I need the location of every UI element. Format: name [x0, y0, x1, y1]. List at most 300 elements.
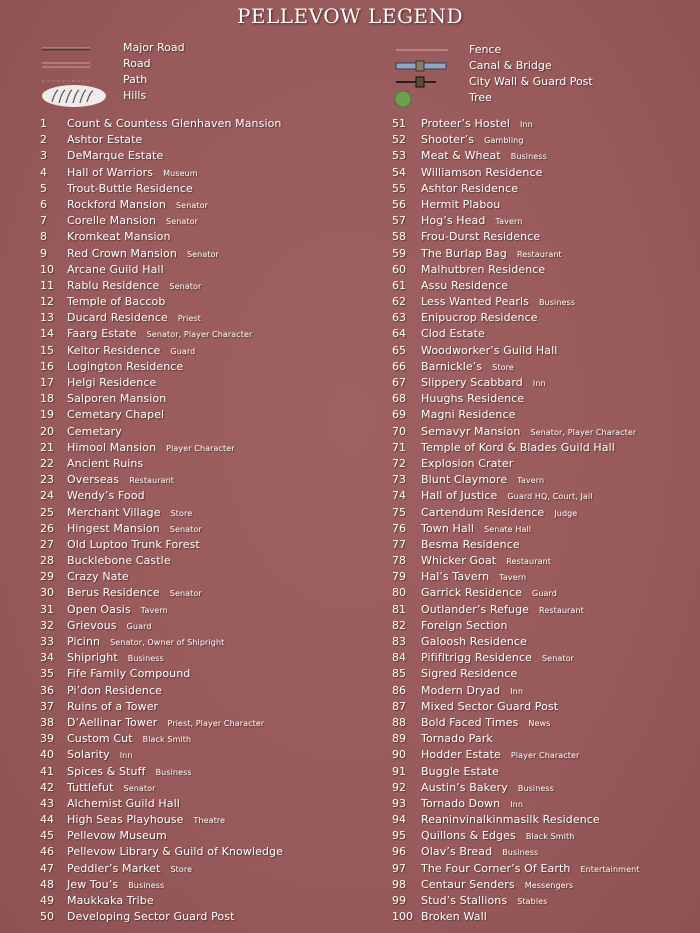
entry-name: Frou-Durst Residence: [421, 230, 541, 244]
entry-number: 6: [40, 197, 47, 211]
entry-name: Modern Dryad: [421, 683, 501, 697]
entry-name: Temple of Baccob: [67, 295, 166, 309]
legend-entry: [392, 165, 692, 181]
legend-entry: [40, 197, 370, 213]
entry-number: 45: [40, 829, 54, 843]
entry-note: Tavern: [495, 217, 523, 227]
entry-number: 75: [392, 505, 406, 519]
entry-number: 72: [392, 456, 406, 470]
entry-text: [67, 537, 200, 553]
entry-name: Hog’s Head: [421, 214, 486, 228]
entry-number: 11: [40, 278, 54, 292]
entry-name: Ducard Residence: [67, 311, 168, 325]
entry-text: [67, 521, 202, 538]
legend-entry: [40, 456, 370, 472]
legend-entry: [40, 731, 370, 747]
legend-entry: [40, 310, 370, 326]
legend-entry: [392, 375, 692, 391]
legend-entry: [392, 861, 692, 877]
entry-name: Hall of Warriors: [67, 165, 154, 179]
legend-entry: [40, 472, 370, 488]
entry-number: 68: [392, 392, 406, 406]
entry-name: Cemetary: [67, 424, 122, 438]
entry-text: [421, 440, 615, 456]
entry-number: 74: [392, 489, 406, 503]
legend-entry: [40, 585, 370, 601]
legend-entry: [40, 278, 370, 294]
entry-name: Stud’s Stallions: [421, 894, 508, 907]
entry-number: 7: [40, 214, 47, 228]
entry-text: [421, 246, 562, 263]
legend-entry: [392, 488, 692, 504]
entry-number: 1: [40, 117, 47, 130]
entry-text: [67, 310, 201, 327]
entry-text: [67, 472, 174, 489]
entry-number: 56: [392, 197, 406, 211]
entry-note: Priest, Player Character: [167, 718, 265, 728]
entries-right-column: [392, 116, 692, 925]
legend-entry: [392, 780, 692, 796]
entry-text: [421, 472, 544, 489]
entry-text: [421, 424, 636, 441]
entry-number: 100: [392, 910, 413, 924]
entry-number: 4: [40, 165, 47, 179]
entry-number: 82: [392, 618, 406, 632]
entry-name: Ancient Ruins: [67, 456, 144, 470]
legend-entry: [40, 488, 370, 504]
entry-note: Inn: [520, 120, 533, 129]
entry-number: 25: [40, 505, 54, 519]
entry-number: 8: [40, 230, 47, 244]
entry-name: Solarity: [67, 748, 110, 762]
legend-entry: [392, 116, 692, 132]
entry-name: Wendy’s Food: [67, 489, 145, 503]
entry-name: Spices & Stuff: [67, 764, 146, 778]
entry-text: [421, 456, 513, 472]
entry-text: [421, 505, 577, 522]
legend-entry: [392, 569, 692, 585]
entry-note: Restaurant: [506, 557, 552, 567]
entry-name: Garrick Residence: [421, 586, 523, 600]
legend-label: Tree: [469, 91, 492, 104]
legend-entry: [40, 764, 370, 780]
legend-label: Major Road: [123, 41, 185, 54]
entry-text: [421, 893, 547, 910]
legend-entry: [392, 893, 692, 909]
entry-text: [67, 844, 283, 860]
legend-entry: [392, 246, 692, 262]
entry-text: [67, 132, 142, 148]
entry-note: Black Smith: [525, 832, 575, 842]
entry-note: Senator: [169, 281, 202, 291]
entry-name: Williamson Residence: [421, 165, 543, 179]
entry-name: Broken Wall: [421, 910, 487, 924]
entry-number: 44: [40, 813, 54, 827]
entry-name: Rablu Residence: [67, 278, 160, 292]
entry-text: [67, 828, 167, 844]
legend-entry: [40, 440, 370, 456]
legend-entry: [40, 715, 370, 731]
legend-entry: [392, 229, 692, 245]
entry-name: Town Hall: [421, 521, 475, 535]
legend-entry: [40, 537, 370, 553]
entry-note: Restaurant: [539, 605, 584, 615]
entry-number: 88: [392, 715, 406, 729]
entry-number: 59: [392, 246, 406, 260]
legend-entry: [392, 213, 692, 229]
entry-name: Shipright: [67, 651, 118, 665]
entry-name: Pellevow Museum: [67, 829, 167, 843]
entry-note: Senator: [176, 200, 208, 210]
entry-note: Guard: [170, 346, 196, 356]
entry-number: 9: [40, 246, 47, 260]
legend-entry: [392, 456, 692, 472]
entry-text: [67, 197, 208, 214]
entry-name: Keltor Residence: [67, 343, 161, 357]
entry-text: [421, 197, 500, 213]
entry-name: Fife Family Compound: [67, 667, 191, 681]
entry-number: 5: [40, 181, 47, 195]
entry-note: Business: [517, 783, 554, 793]
entry-text: [67, 246, 219, 263]
entry-name: Temple of Kord & Blades Guild Hall: [421, 440, 615, 454]
entry-number: 38: [40, 715, 54, 729]
entry-note: Theatre: [193, 816, 226, 826]
entry-number: 19: [40, 408, 54, 422]
entry-number: 20: [40, 424, 54, 438]
entry-note: Guard: [126, 621, 152, 631]
entry-name: Mixed Sector Guard Post: [421, 699, 559, 713]
entry-number: 14: [40, 327, 54, 341]
legend-entry: [40, 650, 370, 666]
entry-number: 94: [392, 813, 406, 827]
entry-text: [67, 116, 282, 132]
legend-entry: [392, 537, 692, 553]
entry-name: Reaninvinalkinmasilk Residence: [421, 813, 600, 827]
entry-text: [421, 715, 550, 732]
entry-name: Red Crown Mansion: [67, 246, 177, 260]
entry-name: Maukkaka Tribe: [67, 894, 154, 907]
legend-entry: [40, 634, 370, 650]
city-wall-guard-post-icon: [392, 74, 452, 90]
entry-name: Magni Residence: [421, 408, 516, 422]
entry-name: Crazy Nate: [67, 570, 129, 584]
entry-text: [421, 375, 546, 392]
entry-number: 53: [392, 149, 406, 163]
entry-number: 33: [40, 635, 54, 648]
legend-entry: [40, 407, 370, 423]
entry-note: Black Smith: [142, 735, 192, 745]
entry-text: [421, 764, 499, 780]
legend-entry: [392, 505, 692, 521]
entry-text: [421, 181, 518, 197]
entry-number: 96: [392, 845, 406, 859]
entry-note: Player Character: [166, 443, 235, 453]
legend-entry: [40, 521, 370, 537]
legend-entry: [392, 521, 692, 537]
legend-entry: [40, 375, 370, 391]
entry-number: 66: [392, 359, 406, 373]
entry-name: Woodworker’s Guild Hall: [421, 343, 558, 357]
entry-note: Senator, Player Character: [530, 427, 637, 437]
legend-entry: [40, 343, 370, 359]
entry-text: [421, 488, 593, 505]
entry-number: 73: [392, 473, 406, 487]
entry-text: [67, 650, 164, 667]
entry-name: Helgi Residence: [67, 376, 157, 389]
entry-text: [67, 213, 198, 230]
page-title: PELLEVOW LEGEND: [236, 4, 464, 28]
legend-entry: [392, 812, 692, 828]
entry-name: Sigred Residence: [421, 667, 518, 681]
legend-entry: [40, 602, 370, 618]
entry-text: [67, 294, 165, 310]
entry-name: Hal’s Tavern: [421, 570, 490, 584]
legend-fence: [392, 42, 652, 58]
legend-entry: [392, 764, 692, 780]
entry-text: [67, 747, 133, 764]
entry-text: [67, 634, 224, 651]
entry-name: Galoosh Residence: [421, 635, 527, 648]
legend-entry: [40, 132, 370, 148]
legend-entry: [392, 828, 692, 844]
entry-text: [421, 585, 557, 602]
legend-entry: [392, 731, 692, 747]
entry-number: 49: [40, 894, 54, 907]
entry-note: Messengers: [524, 880, 574, 890]
legend-entry: [40, 666, 370, 682]
entry-number: 90: [392, 748, 406, 762]
entry-text: [67, 780, 156, 797]
entry-text: [67, 391, 166, 407]
entry-name: D’Aellinar Tower: [67, 715, 158, 729]
entry-text: [421, 861, 640, 878]
legend-entry: [40, 699, 370, 715]
entry-text: [67, 407, 164, 423]
entry-text: [421, 343, 557, 359]
entry-name: Cartendum Residence: [421, 505, 545, 519]
entry-number: 35: [40, 667, 54, 681]
entry-text: [67, 764, 192, 781]
entry-number: 43: [40, 796, 54, 810]
entry-number: 29: [40, 570, 54, 584]
entry-name: Developing Sector Guard Post: [67, 910, 235, 924]
entry-note: Player Character: [510, 751, 580, 761]
legend-entry: [392, 553, 692, 569]
entry-text: [67, 375, 156, 391]
entry-text: [421, 650, 574, 667]
entry-name: Less Wanted Pearls: [421, 295, 529, 309]
entry-note: Inn: [510, 799, 524, 809]
entry-number: 85: [392, 667, 406, 681]
entry-number: 55: [392, 181, 406, 195]
entry-number: 23: [40, 473, 54, 487]
entry-number: 83: [392, 635, 406, 648]
legend-label: Road: [123, 57, 151, 70]
entry-name: Jew Tou’s: [67, 877, 119, 891]
entry-number: 2: [40, 133, 47, 147]
entry-note: Senator, Player Character: [146, 330, 253, 340]
legend-entry: [392, 472, 692, 488]
entry-name: Shooter’s: [421, 133, 475, 147]
entry-name: Quillons & Edges: [421, 829, 516, 843]
entry-name: Foreign Section: [421, 618, 508, 632]
entry-name: Outlander’s Refuge: [421, 602, 530, 616]
legend-entry: [40, 618, 370, 634]
legend-entry: [40, 553, 370, 569]
entry-name: Ashtor Residence: [421, 181, 519, 195]
entry-name: Assu Residence: [421, 278, 509, 292]
legend-entry: [40, 780, 370, 796]
entry-note: Business: [538, 298, 576, 308]
entry-name: Peddler’s Market: [67, 861, 161, 875]
entry-text: [67, 456, 143, 472]
legend-entry: [392, 148, 692, 164]
entry-text: [421, 391, 524, 407]
entry-name: Buggle Estate: [421, 764, 499, 778]
legend-entry: [40, 861, 370, 877]
entry-name: Open Oasis: [67, 602, 131, 616]
legend-hills: [40, 84, 240, 110]
legend-entry: [392, 132, 692, 148]
legend-entry: [40, 909, 370, 925]
entry-text: [421, 116, 533, 133]
entry-number: 13: [40, 311, 54, 325]
legend-entry: [392, 359, 692, 375]
legend-entry: [40, 181, 370, 197]
entry-text: [421, 407, 515, 423]
entry-text: [421, 278, 508, 294]
entry-name: Rockford Mansion: [67, 197, 166, 211]
major-road-icon: [40, 40, 96, 56]
entry-number: 98: [392, 877, 406, 891]
entry-text: [421, 229, 540, 245]
entry-name: Faarg Estate: [67, 327, 137, 341]
entry-text: [421, 618, 508, 634]
entry-note: News: [528, 718, 551, 728]
entry-name: Custom Cut: [67, 732, 133, 746]
entry-note: Restaurant: [516, 249, 562, 259]
entry-number: 80: [392, 586, 406, 600]
entry-note: Business: [502, 848, 539, 858]
entry-name: Bucklebone Castle: [67, 554, 171, 568]
legend-entry: [40, 148, 370, 164]
legend-entry: [40, 294, 370, 310]
entry-name: Proteer’s Hostel: [421, 117, 511, 130]
entry-number: 32: [40, 618, 54, 632]
entry-name: Hermit Plabou: [421, 197, 501, 211]
entry-number: 71: [392, 440, 406, 454]
legend-entry: [392, 181, 692, 197]
entry-name: Salporen Mansion: [67, 392, 167, 406]
legend-entry: [392, 650, 692, 666]
entry-name: Pellevow Library & Guild of Knowledge: [67, 845, 284, 859]
entry-text: [67, 229, 171, 245]
entry-name: Picinn: [67, 635, 101, 648]
entry-number: 15: [40, 343, 54, 357]
entry-note: Judge: [554, 508, 578, 518]
entry-number: 50: [40, 910, 54, 924]
entry-note: Business: [127, 654, 164, 664]
entry-number: 42: [40, 780, 54, 794]
entry-text: [67, 262, 164, 278]
entry-number: 69: [392, 408, 406, 422]
entry-text: [421, 213, 522, 230]
entry-name: High Seas Playhouse: [67, 813, 184, 827]
fence-icon: [392, 42, 452, 58]
legend-entry: [392, 262, 692, 278]
canal-bridge-icon: [392, 58, 452, 74]
entry-note: Store: [170, 508, 193, 518]
entry-text: [67, 165, 198, 182]
entry-name: Berus Residence: [67, 586, 160, 600]
entry-name: Whicker Goat: [421, 554, 497, 568]
entry-number: 91: [392, 764, 406, 778]
entry-name: Pi’don Residence: [67, 683, 162, 697]
entry-name: Bold Faced Times: [421, 715, 519, 729]
legend-entry: [40, 246, 370, 262]
entry-text: [421, 602, 584, 619]
entry-text: [67, 909, 235, 925]
entry-note: Gambling: [484, 136, 524, 146]
entry-name: Olav’s Bread: [421, 845, 493, 859]
entry-text: [421, 569, 526, 586]
entry-number: 10: [40, 262, 54, 276]
legend-label: Path: [123, 73, 148, 86]
legend-entry: [392, 197, 692, 213]
legend-entry: [40, 262, 370, 278]
legend-entry: [40, 391, 370, 407]
entry-text: [421, 796, 523, 813]
tree-icon: [392, 90, 452, 108]
entry-number: 28: [40, 554, 54, 568]
entry-name: Centaur Senders: [421, 877, 515, 891]
legend-entry: [40, 229, 370, 245]
entry-number: 27: [40, 537, 54, 551]
legend-entry: [40, 893, 370, 909]
legend-canal-bridge: [392, 58, 652, 74]
entry-name: Explosion Crater: [421, 456, 514, 470]
legend-entry: [40, 359, 370, 375]
entry-text: [67, 731, 191, 748]
entry-name: Pififltrigg Residence: [421, 651, 532, 665]
entry-text: [67, 861, 192, 878]
entry-name: Arcane Guild Hall: [67, 262, 164, 276]
entry-text: [421, 310, 538, 326]
legend-entry: [392, 585, 692, 601]
entry-number: 54: [392, 165, 406, 179]
entry-text: [421, 326, 485, 342]
entry-text: [421, 165, 543, 181]
entry-note: Museum: [163, 168, 198, 178]
legend-entry: [392, 844, 692, 860]
entry-number: 36: [40, 683, 54, 697]
entry-text: [67, 424, 122, 440]
entry-number: 57: [392, 214, 406, 228]
entry-name: Hall of Justice: [421, 489, 498, 503]
entry-number: 64: [392, 327, 406, 341]
entry-text: [67, 715, 264, 732]
legend-entry: [392, 666, 692, 682]
entries-left-column: [40, 116, 370, 925]
entry-note: Store: [170, 864, 193, 874]
entry-number: 70: [392, 424, 406, 438]
legend-entry: [40, 844, 370, 860]
entry-name: Semavyr Mansion: [421, 424, 521, 438]
entry-number: 52: [392, 133, 406, 147]
entry-text: [421, 262, 545, 278]
legend-entry: [392, 310, 692, 326]
